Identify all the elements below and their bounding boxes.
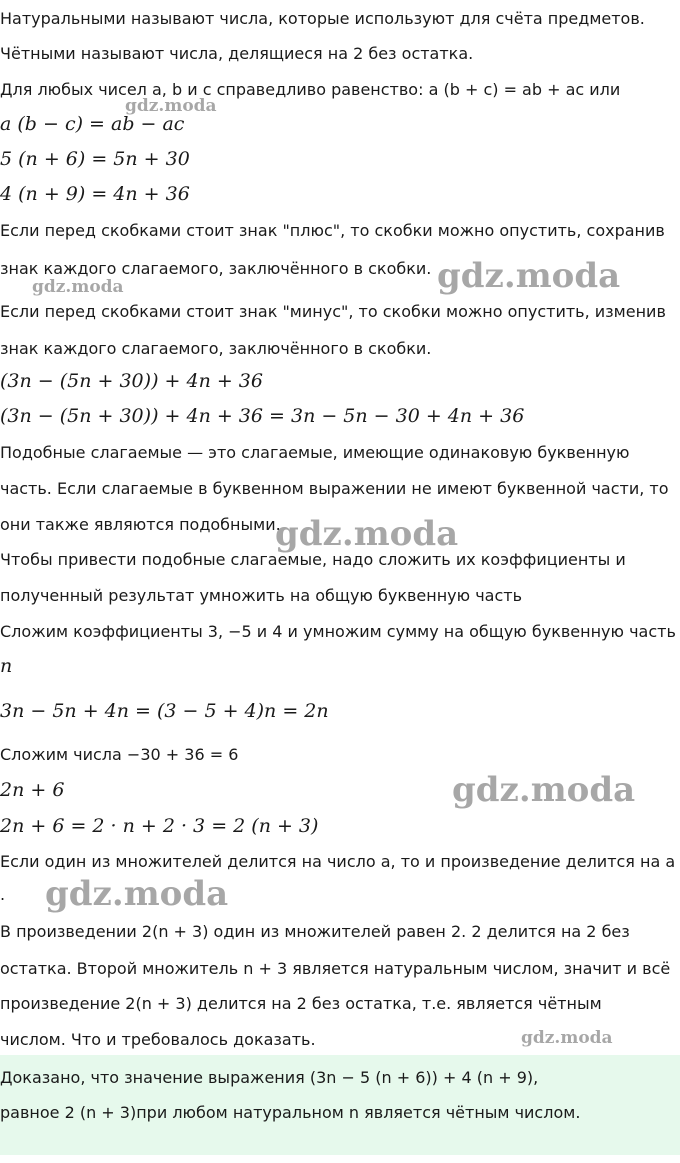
text-line: числом. Что и требовалось доказать. [0, 1030, 316, 1049]
text-line: Натуральными называют числа, которые используют для счёта предметов. [0, 9, 645, 28]
math-line: (3n − (5n + 30)) + 4n + 36 = 3n − 5n − 30 + 4n + 36 [0, 405, 525, 427]
text-line: произведение 2(n + 3) делится на 2 без остатка, т.е. является чётным [0, 994, 602, 1013]
math-line: n [0, 655, 13, 677]
math-line: 3n − 5n + 4n = (3 − 5 + 4)n = 2n [0, 700, 329, 722]
watermark: gdz.moda [521, 1028, 613, 1048]
answer-line: равное 2 (n + 3)при любом натуральном n является чётным числом. [0, 1103, 581, 1122]
text-line: часть. Если слагаемые в буквенном выражении не имеют буквенной части, то [0, 479, 669, 498]
text-line: Сложим коэффициенты 3, −5 и 4 и умножим сумму на общую буквенную часть [0, 622, 676, 641]
text-line: они также являются подобными. [0, 515, 281, 534]
text-line: В произведении 2(n + 3) один из множителей равен 2. 2 делится на 2 без [0, 922, 630, 941]
watermark: gdz.moda [437, 256, 621, 296]
math-line: 4 (n + 9) = 4n + 36 [0, 183, 190, 205]
text-line: Чётными называют числа, делящиеся на 2 без остатка. [0, 44, 474, 63]
watermark: gdz.moda [45, 874, 229, 914]
text-line: Чтобы привести подобные слагаемые, надо сложить их коэффициенты и [0, 550, 626, 569]
text-line: Сложим числа −30 + 36 = 6 [0, 745, 239, 764]
math-line: 2n + 6 [0, 779, 65, 801]
watermark: gdz.moda [32, 277, 124, 297]
text-line: знак каждого слагаемого, заключённого в скобки. [0, 339, 432, 358]
math-line: a (b − c) = ab − ac [0, 113, 185, 135]
text-line: полученный результат умножить на общую буквенную часть [0, 586, 523, 605]
math-line: (3n − (5n + 30)) + 4n + 36 [0, 370, 263, 392]
watermark: gdz.moda [452, 770, 636, 810]
watermark: gdz.moda [125, 96, 217, 116]
text-line: Если один из множителей делится на число a, то и произведение делится на a [0, 852, 676, 871]
watermark: gdz.moda [275, 514, 459, 554]
text-line: Если перед скобками стоит знак "плюс", то скобки можно опустить, сохранив [0, 221, 665, 240]
text-line: Если перед скобками стоит знак "минус", то скобки можно опустить, изменив [0, 302, 666, 321]
answer-line: Доказано, что значение выражения (3n − 5 (n + 6)) + 4 (n + 9), [0, 1068, 539, 1087]
text-line: Подобные слагаемые — это слагаемые, имеющие одинаковую буквенную [0, 443, 630, 462]
text-line: знак каждого слагаемого, заключённого в скобки. [0, 259, 432, 278]
math-line: 5 (n + 6) = 5n + 30 [0, 148, 190, 170]
text-line: . [0, 885, 6, 904]
text-line: остатка. Второй множитель n + 3 является натуральным числом, значит и всё [0, 959, 671, 978]
math-line: 2n + 6 = 2 · n + 2 · 3 = 2 (n + 3) [0, 815, 319, 837]
text-line: Для любых чисел a, b и c справедливо равенство: a (b + c) = ab + ac или [0, 80, 621, 99]
